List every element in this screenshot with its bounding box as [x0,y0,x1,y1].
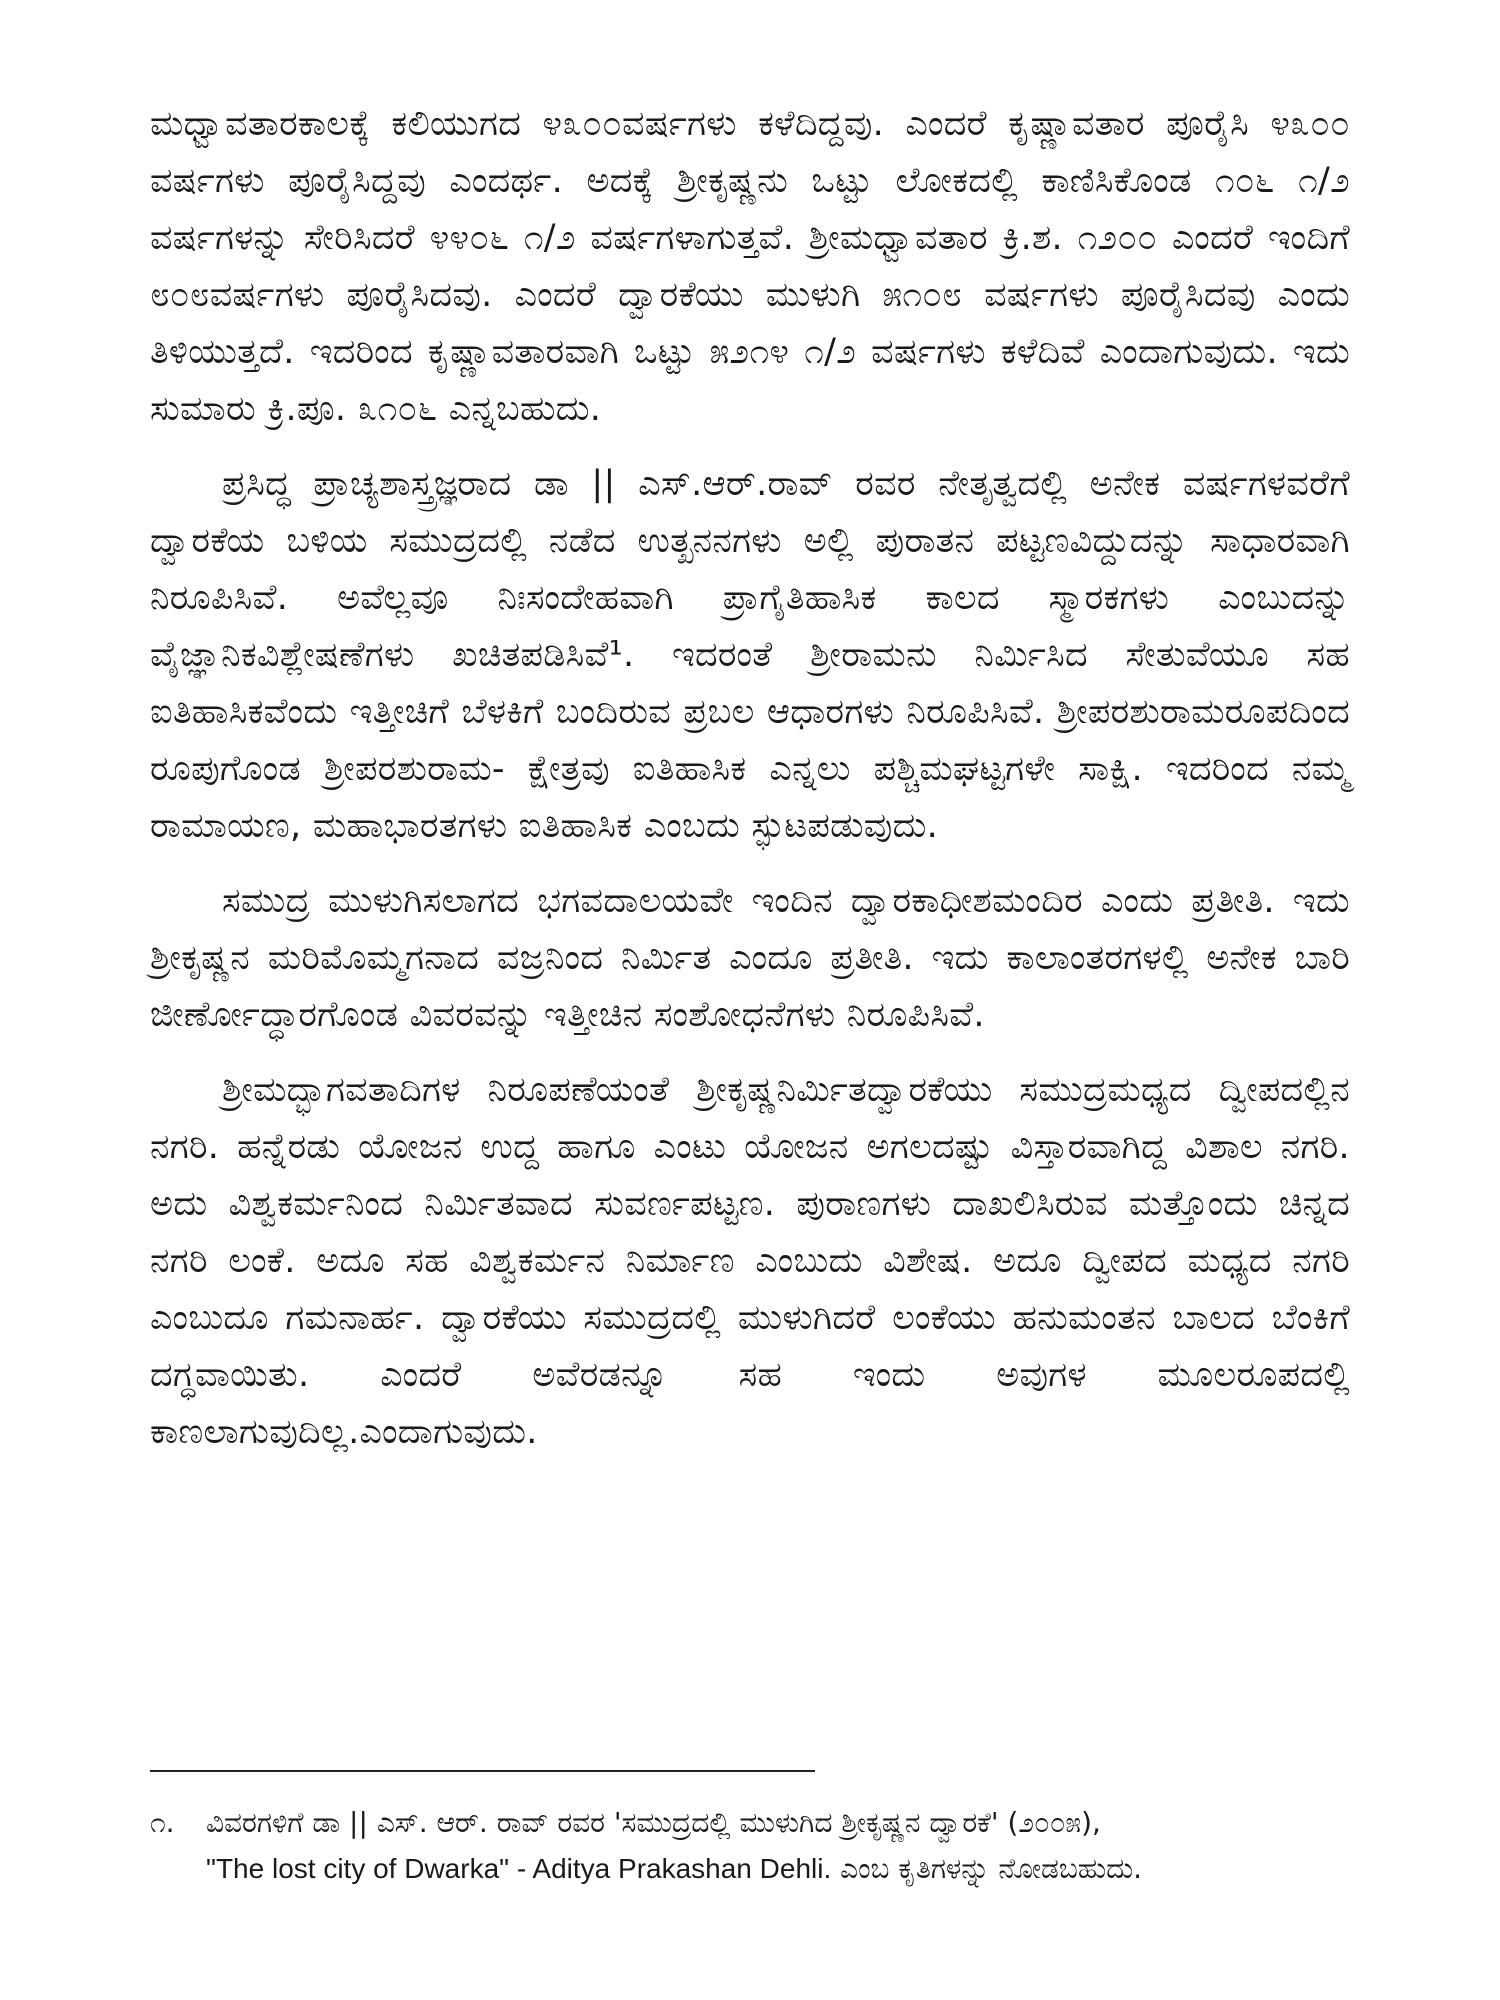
footnote-divider [150,1770,815,1772]
footnote [150,1800,1350,1892]
footnote-text-tail: ಎಂಬ ಕೃತಿಗಳನ್ನು ನೋಡಬಹುದು. [831,1852,1143,1885]
footnote-line-2 [150,1846,1350,1892]
footnote-english-title: "The lost city of Dwarka" - Aditya Prakashan Dehli. [206,1853,832,1884]
paragraph-4: ಶ್ರೀಮದ್ಭಾಗವತಾದಿಗಳ ನಿರೂಪಣೆಯಂತೆ ಶ್ರೀಕೃಷ್ಣನಿರ್ಮಿತದ್ವಾರಕೆಯು ಸಮುದ್ರಮಧ್ಯದ ದ್ವೀಪದಲ್ಲಿನ ನಗರಿ. ಹನ್ನೆರಡು ಯೋಜನ ಉದ್ದ ಹಾಗೂ ಎಂಟು ಯೋಜನ ಅಗಲದಷ್ಟು ವಿಸ್ತಾರವಾಗಿದ್ದ ವಿಶಾಲ ನಗರಿ. ಅದು ವಿಶ್ವಕರ್ಮನಿಂದ ನಿರ್ಮಿತವಾದ ಸುವರ್ಣಪಟ್ಟಣ. ಪುರಾಣಗಳು ದಾಖಲಿಸಿರುವ ಮತ್ತೊಂದು ಚಿನ್ನದ ನಗರಿ ಲಂಕೆ. ಅದೂ ಸಹ ವಿಶ್ವಕರ್ಮನ ನಿರ್ಮಾಣ ಎಂಬುದು ವಿಶೇಷ. ಅದೂ ದ್ವೀಪದ ಮಧ್ಯದ ನಗರಿ ಎಂಬುದೂ ಗಮನಾರ್ಹ. ದ್ವಾರಕೆಯು ಸಮುದ್ರದಲ್ಲಿ ಮುಳುಗಿದರೆ ಲಂಕೆಯು ಹನುಮಂತನ ಬಾಲದ ಬೆಂಕಿಗೆ ದಗ್ಧವಾಯಿತು. ಎಂದರೆ ಅವೆರಡನ್ನೂ ಸಹ ಇಂದು ಅವುಗಳ ಮೂಲರೂಪದಲ್ಲಿ ಕಾಣಲಾಗುವುದಿಲ್ಲ.ಎಂದಾಗುವುದು. [150,1070,1350,1452]
footnote-line-1 [150,1800,1350,1846]
paragraph-2: ಪ್ರಸಿದ್ಧ ಪ್ರಾಚ್ಯಶಾಸ್ತ್ರಜ್ಞರಾದ ಡಾ || ಎಸ್.ಆರ್.ರಾವ್ ರವರ ನೇತೃತ್ವದಲ್ಲಿ ಅನೇಕ ವರ್ಷಗಳವರೆಗೆ ದ್ವಾರಕೆಯ ಬಳಿಯ ಸಮುದ್ರದಲ್ಲಿ ನಡೆದ ಉತ್ಖನನಗಳು ಅಲ್ಲಿ ಪುರಾತನ ಪಟ್ಟಣವಿದ್ದುದನ್ನು ಸಾಧಾರವಾಗಿ ನಿರೂಪಿಸಿವೆ. ಅವೆಲ್ಲವೂ ನಿಃಸಂದೇಹವಾಗಿ ಪ್ರಾಗೈತಿಹಾಸಿಕ ಕಾಲದ ಸ್ಮಾರಕಗಳು ಎಂಬುದನ್ನು ವೈಜ್ಞಾನಿಕವಿಶ್ಲೇಷಣೆಗಳು ಖಚಿತಪಡಿಸಿವೆ¹. ಇದರಂತೆ ಶ್ರೀರಾಮನು ನಿರ್ಮಿಸಿದ ಸೇತುವೆಯೂ ಸಹ ಐತಿಹಾಸಿಕವೆಂದು ಇತ್ತೀಚಿಗೆ ಬೆಳಕಿಗೆ ಬಂದಿರುವ ಪ್ರಬಲ ಆಧಾರಗಳು ನಿರೂಪಿಸಿವೆ. ಶ್ರೀಪರಶುರಾಮರೂಪದಿಂದ ರೂಪುಗೊಂಡ ಶ್ರೀಪರಶುರಾಮ- ಕ್ಷೇತ್ರವು ಐತಿಹಾಸಿಕ ಎನ್ನಲು ಪಶ್ಚಿಮಘಟ್ಟಗಳೇ ಸಾಕ್ಷಿ. ಇದರಿಂದ ನಮ್ಮ ರಾಮಾಯಣ, ಮಹಾಭಾರತಗಳು ಐತಿಹಾಸಿಕ ಎಂಬದು ಸ್ಫುಟಪಡುವುದು. [150,464,1350,846]
footnote-text: ವಿವರಗಳಿಗೆ ಡಾ || ಎಸ್. ಆರ್. ರಾವ್ ರವರ 'ಸಮುದ್ರದಲ್ಲಿ ಮುಳುಗಿದ ಶ್ರೀಕೃಷ್ಣನ ದ್ವಾರಕೆ' (೨೦೦೫), [206,1806,1101,1839]
paragraph-3: ಸಮುದ್ರ ಮುಳುಗಿಸಲಾಗದ ಭಗವದಾಲಯವೇ ಇಂದಿನ ದ್ವಾರಕಾಧೀಶಮಂದಿರ ಎಂದು ಪ್ರತೀತಿ. ಇದು ಶ್ರೀಕೃಷ್ಣನ ಮರಿಮೊಮ್ಮಗನಾದ ವಜ್ರನಿಂದ ನಿರ್ಮಿತ ಎಂದೂ ಪ್ರತೀತಿ. ಇದು ಕಾಲಾಂತರಗಳಲ್ಲಿ ಅನೇಕ ಬಾರಿ ಜೀರ್ಣೋದ್ಧಾರಗೊಂಡ ವಿವರವನ್ನು ಇತ್ತೀಚಿನ ಸಂಶೋಧನೆಗಳು ನಿರೂಪಿಸಿವೆ. [150,881,1350,1035]
footnote-number: ೧. [150,1806,175,1839]
paragraph-1: ಮಧ್ವಾವತಾರಕಾಲಕ್ಕೆ ಕಲಿಯುಗದ ೪೩೦೦ವರ್ಷಗಳು ಕಳೆದಿದ್ದವು. ಎಂದರೆ ಕೃಷ್ಣಾವತಾರ ಪೂರೈಸಿ ೪೩೦೦ ವರ್ಷಗಳು ಪೂರೈಸಿದ್ದವು ಎಂದರ್ಥ. ಅದಕ್ಕೆ ಶ್ರೀಕೃಷ್ಣನು ಒಟ್ಟು ಲೋಕದಲ್ಲಿ ಕಾಣಿಸಿಕೊಂಡ ೧೦೬ ೧/೨ ವರ್ಷಗಳನ್ನು ಸೇರಿಸಿದರೆ ೪೪೦೬ ೧/೨ ವರ್ಷಗಳಾಗುತ್ತವೆ. ಶ್ರೀಮಧ್ವಾವತಾರ ಕ್ರಿ.ಶ. ೧೨೦೦ ಎಂದರೆ ಇಂದಿಗೆ ೮೦೮ವರ್ಷಗಳು ಪೂರೈಸಿದವು. ಎಂದರೆ ದ್ವಾರಕೆಯು ಮುಳುಗಿ ೫೧೦೮ ವರ್ಷಗಳು ಪೂರೈಸಿದವು ಎಂದು ತಿಳಿಯುತ್ತದೆ. ಇದರಿಂದ ಕೃಷ್ಣಾವತಾರವಾಗಿ ಒಟ್ಟು ೫೨೧೪ ೧/೨ ವರ್ಷಗಳು ಕಳೆದಿವೆ ಎಂದಾಗುವುದು. ಇದು ಸುಮಾರು ಕ್ರಿ.ಪೂ. ೩೧೦೬ ಎನ್ನಬಹುದು. [150,104,1350,429]
